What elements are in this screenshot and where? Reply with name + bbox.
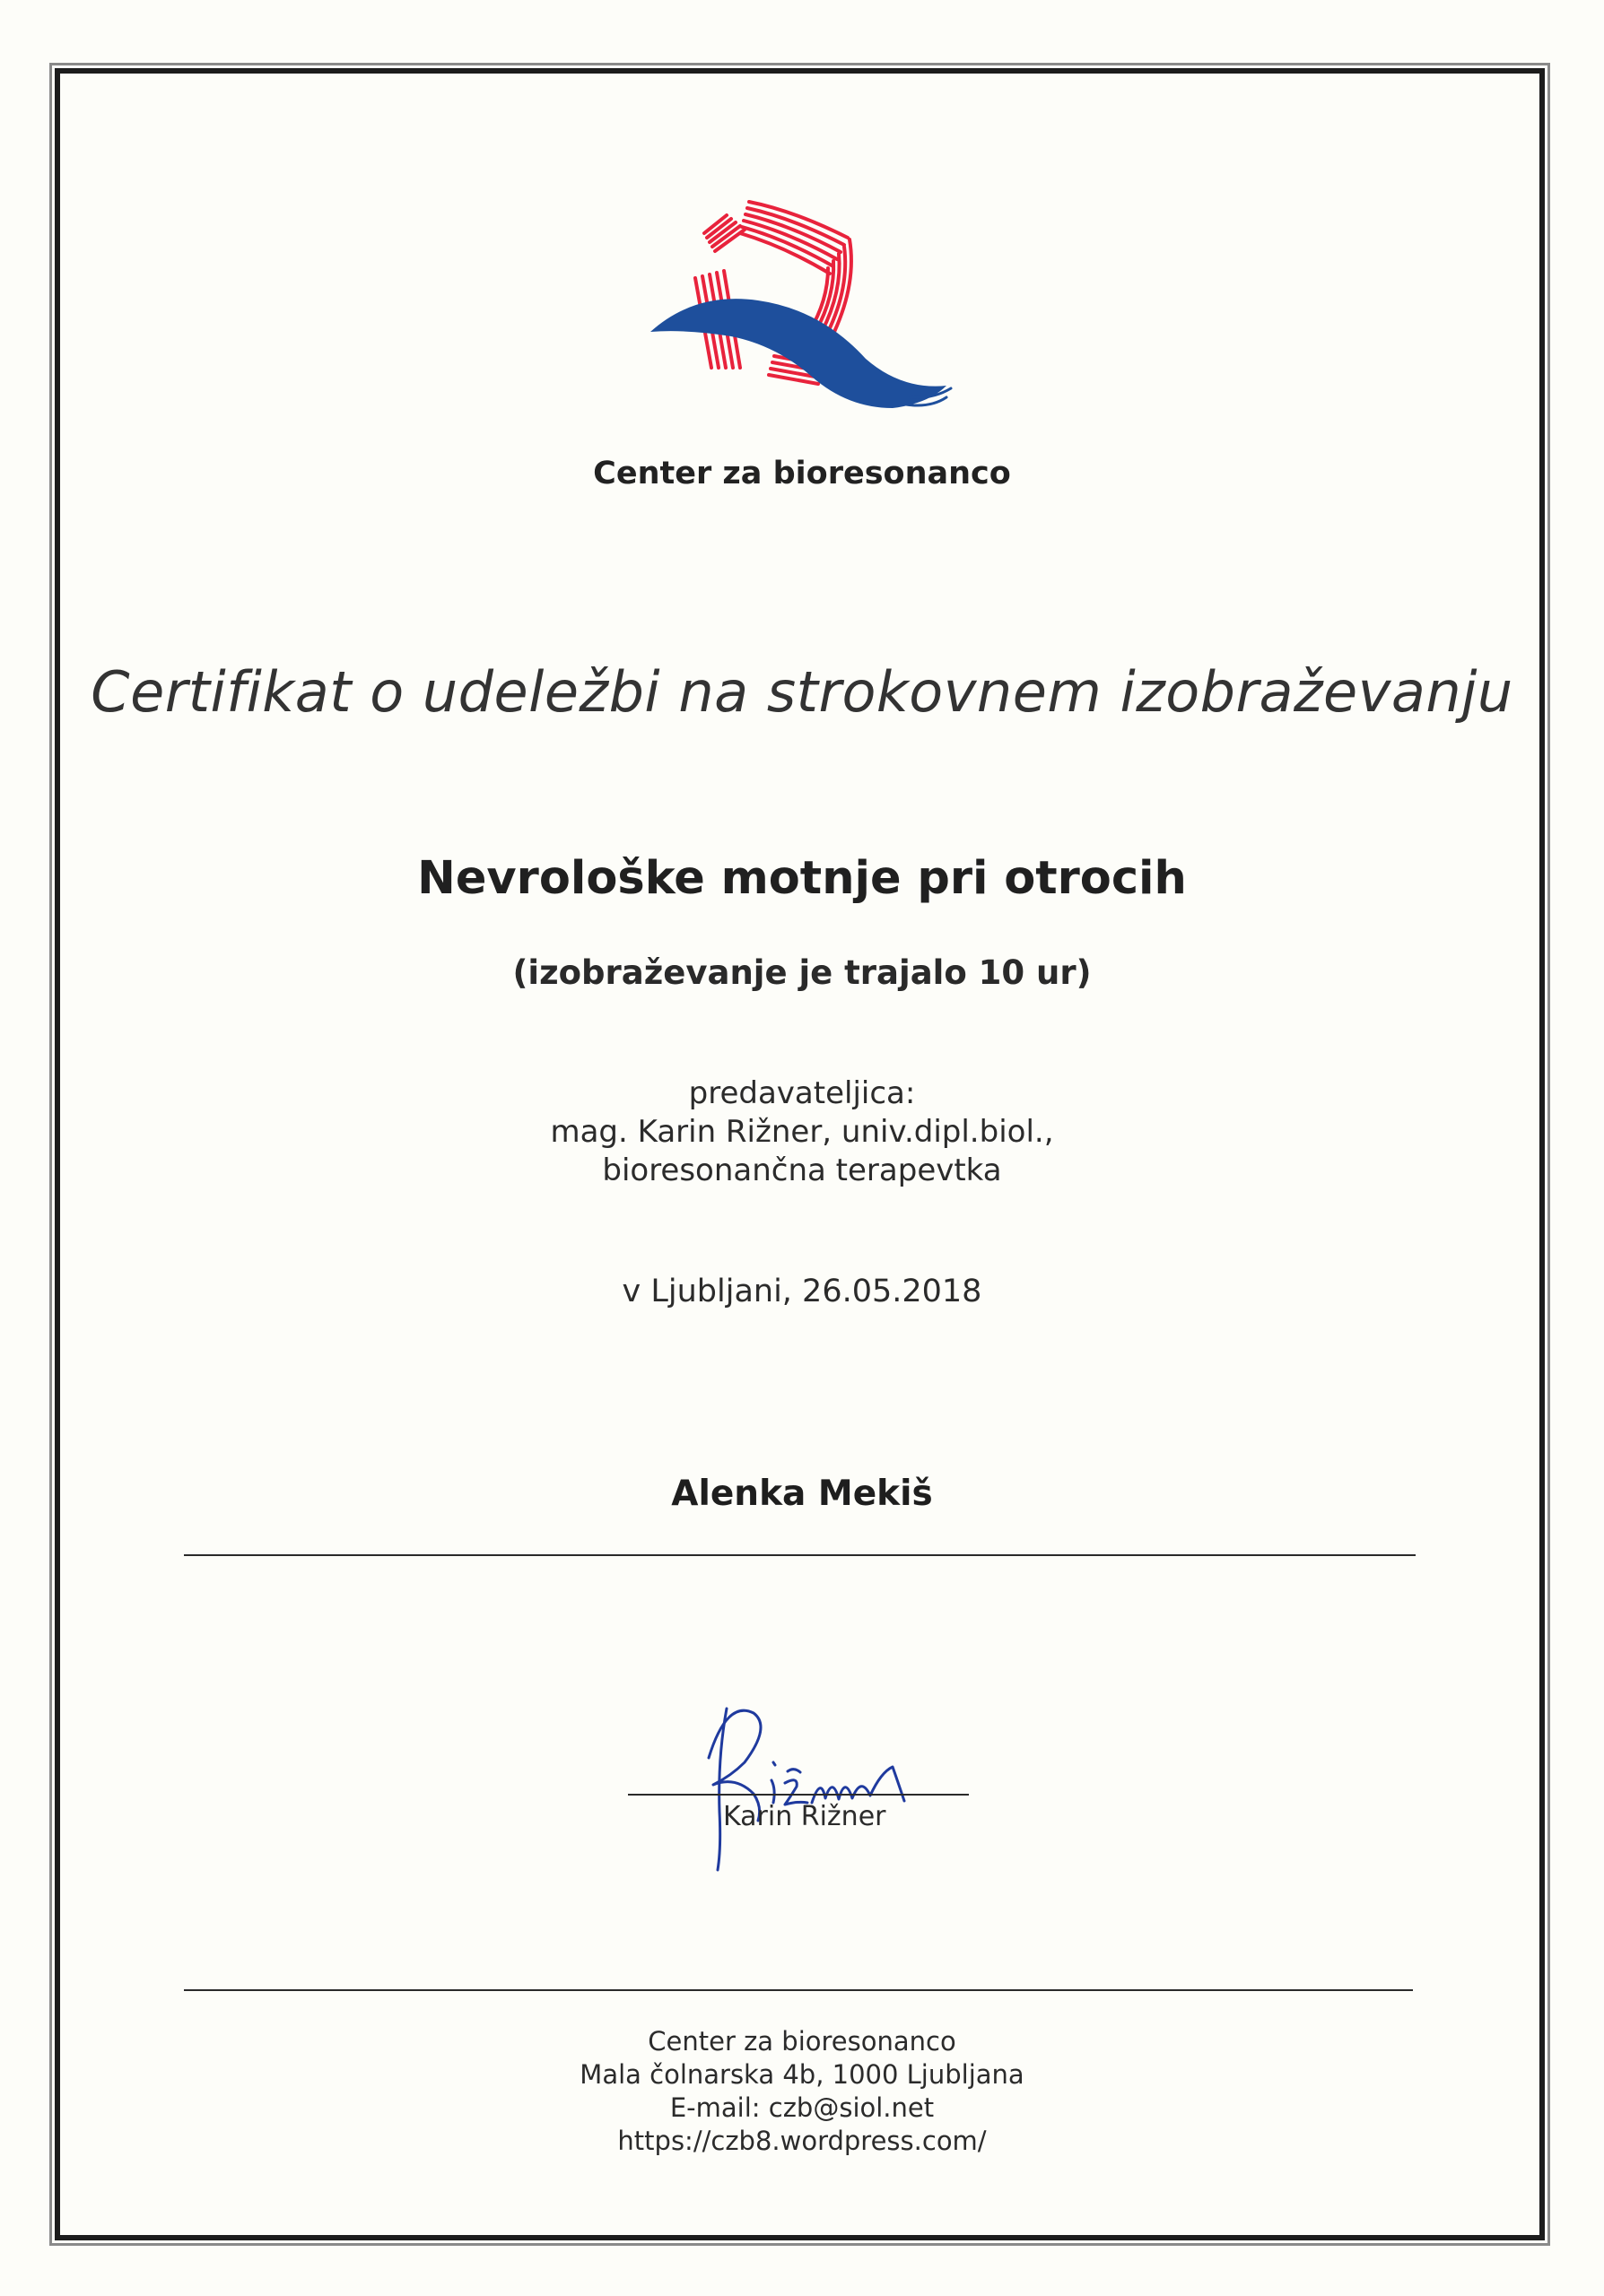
course-title: Nevrološke motnje pri otrocih — [417, 852, 1187, 905]
logo-blue-wave — [650, 299, 946, 408]
organization-name: Center za bioresonanco — [593, 456, 1011, 491]
footer-address: Mala čolnarska 4b, 1000 Ljubljana — [580, 2059, 1024, 2090]
lecturer-label: predavateljica: — [688, 1075, 916, 1111]
footer-website: https://czb8.wordpress.com/ — [617, 2126, 987, 2156]
organization-logo — [641, 184, 964, 426]
certificate-title: Certifikat o udeležbi na strokovnem izobraževanju — [91, 659, 1513, 725]
participant-underline — [184, 1554, 1416, 1556]
footer-org-name: Center za bioresonanco — [648, 2026, 956, 2057]
signer-name: Karin Rižner — [723, 1801, 886, 1832]
lecturer-block — [0, 1074, 1604, 1190]
footer-rule — [184, 1989, 1413, 1991]
course-duration: (izobraževanje je trajalo 10 ur) — [512, 953, 1092, 992]
lecturer-role: bioresonančna terapevtka — [602, 1152, 1002, 1188]
signature-line — [628, 1794, 969, 1796]
handwritten-signature — [691, 1686, 933, 1883]
footer-contact — [0, 2025, 1604, 2158]
participant-name: Alenka Mekiš — [671, 1474, 933, 1514]
lecturer-name: mag. Karin Rižner, univ.dipl.biol., — [550, 1114, 1054, 1150]
place-and-date: v Ljubljani, 26.05.2018 — [622, 1274, 982, 1309]
footer-email: E-mail: czb@siol.net — [669, 2092, 935, 2123]
